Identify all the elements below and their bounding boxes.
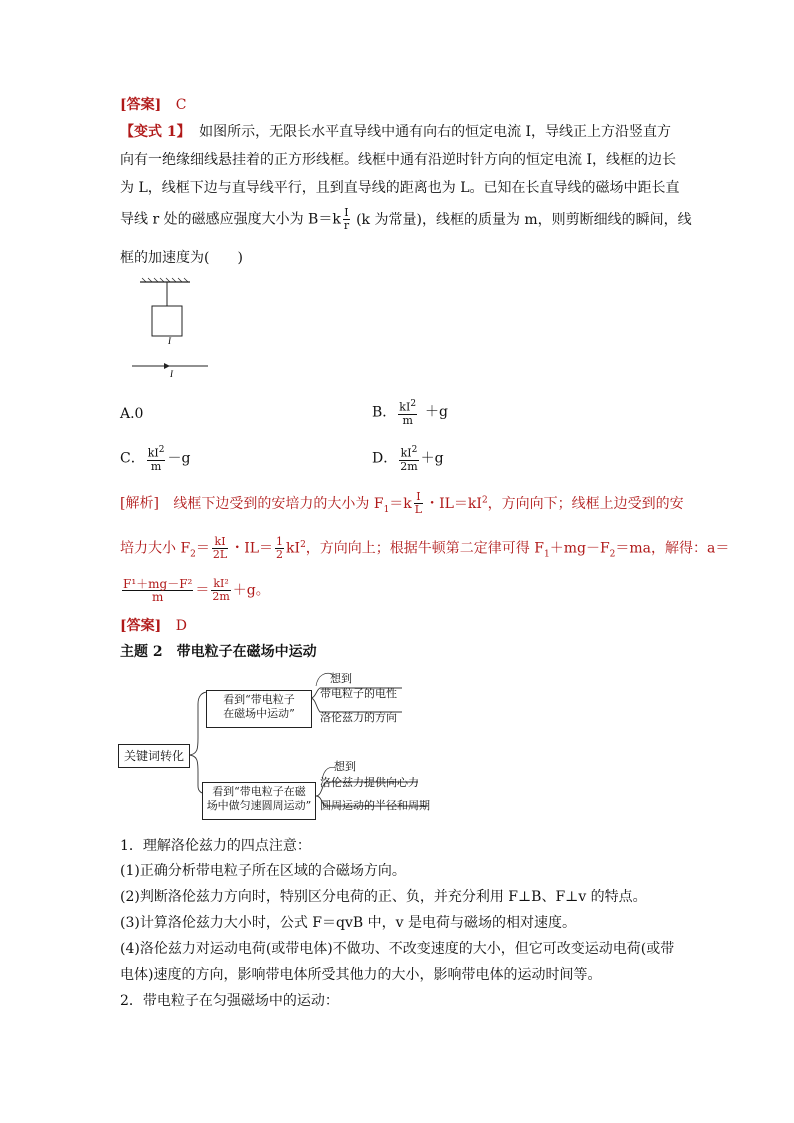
mindmap-branch-1: 看到“带电粒子 在磁场中运动” — [206, 690, 312, 728]
note-2: 2．带电粒子在匀强磁场中的运动： — [120, 993, 339, 1009]
option-d: D． $\frac{kI^2}{2m}$ ＋g — [372, 445, 444, 473]
answer-2 — [120, 616, 187, 636]
answer-value: C — [175, 97, 187, 113]
leaf-centripetal: 洛伦兹力提供向心力 — [320, 776, 419, 789]
option-b: B． $\frac{kI^2}{m}$ ＋g — [372, 399, 449, 427]
leaf-charge: 带电粒子的电性 — [320, 687, 397, 700]
think-label-2: 想到 — [334, 760, 356, 773]
note-1-1: (1)正确分析带电粒子所在区域的合磁场方向。 — [120, 863, 406, 879]
variant-line-4: 导线 r 处的磁感应强度大小为 B＝k $\frac{I}{r}$ (k 为常量)，线框的质量为 m，则剪断细线的瞬间，线 — [120, 206, 692, 232]
mindmap-branch-2: 看到“带电粒子在磁 场中做匀速圆周运动” — [202, 782, 316, 820]
answer-1 — [120, 95, 186, 115]
frame-current-label: I — [168, 336, 171, 346]
answer-value: D — [175, 618, 187, 634]
variant-label: 【变式 1】 — [120, 124, 191, 140]
wire-current-label: I — [170, 369, 173, 379]
answer-label: [答案] — [120, 618, 162, 634]
note-1-4b: 电体)速度的方向，影响带电体所受其他力的大小，影响带电体的运动时间等。 — [120, 967, 602, 983]
analysis-line-2: 培力大小 $F_2=$ $\frac{kI}{2L}$ ・IL＝ $\frac{1}{2}$ $kI^2$，方向向上；根据牛顿第二定律可得 $F_1+mg-F_2=ma$，解得：a＝ — [120, 535, 730, 562]
wire-frame-figure — [128, 276, 218, 380]
analysis-line-3: $\frac{\text{F¹＋mg－F²}}{m}$ ＝ $\frac{\text{kI²}}{2m}$ ＋g。 — [123, 577, 270, 604]
analysis-label: [解析] — [120, 495, 159, 512]
ceiling-hatch — [140, 278, 190, 282]
topic-title: 主题 2 带电粒子在磁场中运动 — [120, 644, 317, 660]
answer-label: [答案] — [120, 97, 162, 113]
note-1-4a: (4)洛伦兹力对运动电荷(或带电体)不做功、不改变速度的大小，但它可改变运动电荷(或带 — [120, 941, 675, 957]
option-c: C． $\frac{kI^2}{m}$ －g — [120, 445, 191, 473]
option-a: A.0 — [120, 406, 144, 422]
square-frame — [152, 306, 182, 336]
variant-line-5: 框的加速度为( ) — [120, 250, 243, 266]
mindmap-root: 关键词转化 — [118, 744, 190, 768]
note-1-3: (3)计算洛伦兹力大小时，公式 F＝qvB 中，v 是电荷与磁场的相对速度。 — [120, 915, 576, 931]
leaf-force-direction: 洛伦兹力的方向 — [320, 711, 397, 724]
leaf-radius-period: 圆周运动的半径和周期 — [320, 799, 430, 812]
analysis-line-1: [解析] 线框下边受到的安培力的大小为 $F_1=k$ $\frac{I}{L}$ ・$IL=kI^2$，方向向下；线框上边受到的安 — [120, 490, 684, 517]
fraction-i-over-r: $\frac{I}{r}$ — [343, 206, 350, 232]
think-label-1: 想到 — [330, 672, 352, 685]
variant-line-3: 为 L，线框下边与直导线平行，且到直导线的距离也为 L。已知在长直导线的磁场中距长直 — [120, 180, 680, 196]
variant-line-2: 向有一绝缘细线悬挂着的正方形线框。线框中通有沿逆时针方向的恒定电流 I，线框的边长 — [120, 152, 676, 168]
note-1-2: (2)判断洛伦兹力方向时，特别区分电荷的正、负，并充分利用 F⊥B、F⊥v 的特点。 — [120, 889, 647, 905]
note-1: 1．理解洛伦兹力的四点注意： — [120, 838, 311, 854]
variant-line-1: 【变式 1】 如图所示，无限长水平直导线中通有向右的恒定电流 I，导线正上方沿竖直方 — [120, 124, 672, 140]
